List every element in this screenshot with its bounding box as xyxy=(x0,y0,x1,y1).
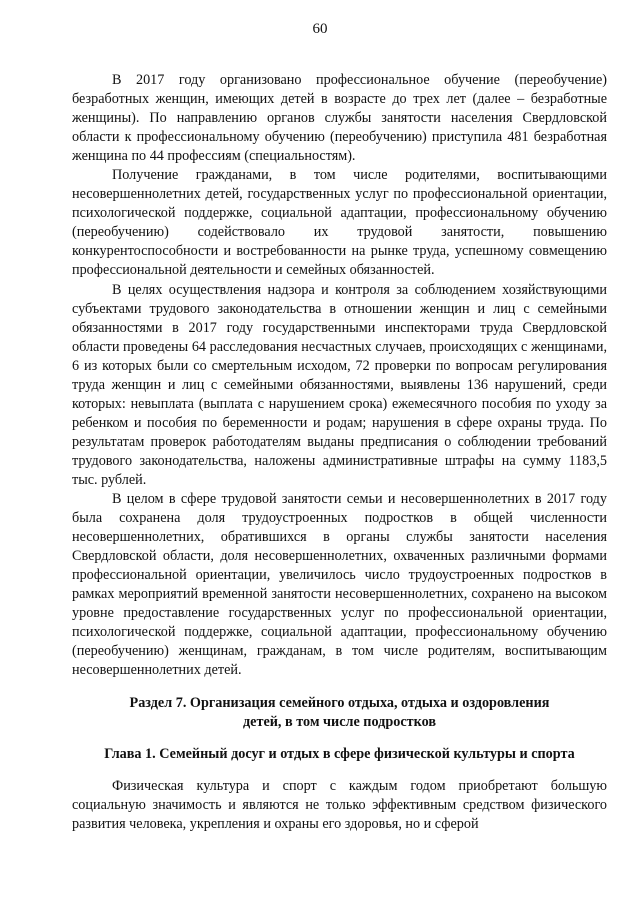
body-text xyxy=(72,71,607,681)
paragraph-state-services: Получение гражданами, в том числе родителями, воспитывающими несовершеннолетних детей, государственных услуг по профессиональной ориентации, психологической поддержке, социальной адаптации, профессиональному обучению (переобучению) содействовало их трудовой занятости, повышению конкурентоспособности и востребованности на рынке труда, успешному совмещению профессиональной деятельности и семейных обязанностей. xyxy=(72,167,607,279)
section-heading xyxy=(72,694,607,732)
section-heading-line-1: Раздел 7. Организация семейного отдыха, отдыха и оздоровления xyxy=(129,695,550,711)
paragraph-unemployed-women-training: В 2017 году организовано профессиональное обучение (переобучение) безработных женщин, имеющих детей в возрасте до трех лет (далее – безработные женщины). По направлению органов службы занятости населения Свердловской области к профессиональному обучению (переобучению) приступила 481 безработная женщина по 44 профессиям (специальностям). xyxy=(72,72,607,165)
paragraph-labor-inspection: В целях осуществления надзора и контроля за соблюдением хозяйствующими субъектами трудового законодательства в отношении женщин и лиц с семейными обязанностями в 2017 году государственными инспекторами труда Свердловской области проведены 64 расследования несчастных случаев, происходящих с женщинами, 6 из которых были со смертельным исходом, 72 проверки по вопросам регулирования труда женщин и лиц с семейными обязанностями, выявлены 136 нарушений, среди которых: невыплата (выплата с нарушением срока) ежемесячного пособия по уходу за ребенком и пособия по беременности и родам; нарушения в сфере охраны труда. По результатам проверок работодателям выданы предписания о соблюдении требований трудового законодательства, наложены административные штрафы на сумму 1183,5 тыс. рублей. xyxy=(72,281,607,488)
paragraph-physical-culture: Физическая культура и спорт с каждым годом приобретают большую социальную значимость и являются не только эффективным средством физического развития человека, укрепления и охраны его здоровья, но и сферой xyxy=(72,778,607,833)
page-number: 60 xyxy=(312,21,328,37)
paragraph-employment-summary: В целом в сфере трудовой занятости семьи и несовершеннолетних в 2017 году была сохранена доля трудоустроенных подростков в общей численности несовершеннолетних, обратившихся в органы службы занятости населения Свердловской области, доля несовершеннолетних, охваченных различными формами профессиональной ориентации, увеличилось число трудоустроенных подростков в рамках мероприятий временной занятости несовершеннолетних, сохранено на высоком уровне предоставление государственных услуг по профессиональной ориентации, психологической поддержке, социальной адаптации, профессиональному обучению (переобучению) женщинам, гражданам, в том числе родителям, воспитывающим несовершеннолетних детей. xyxy=(72,491,607,679)
section-heading-line-2: детей, в том числе подростков xyxy=(243,714,436,730)
tail-text xyxy=(72,777,607,834)
chapter-heading: Глава 1. Семейный досуг и отдых в сфере физической культуры и спорта xyxy=(104,746,575,762)
